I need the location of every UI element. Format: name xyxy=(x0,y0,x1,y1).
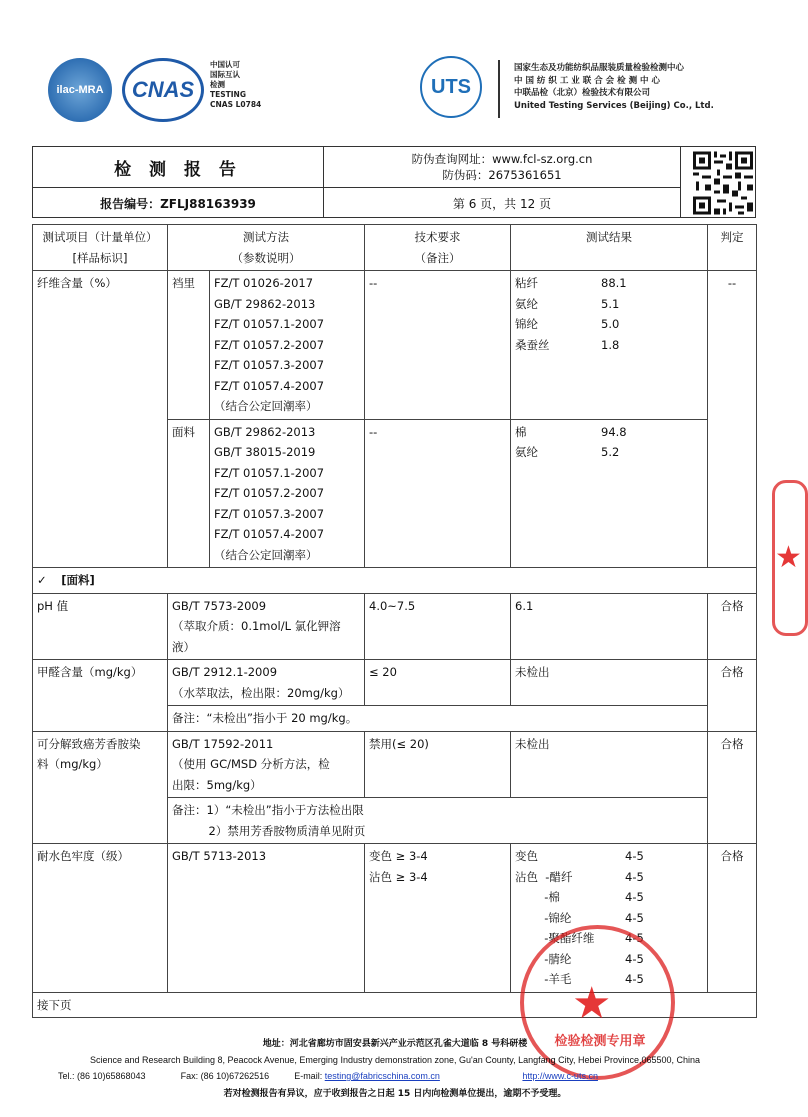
header-method: 测试方法 （参数说明） xyxy=(168,225,365,271)
org-line: United Testing Services (Beijing) Co., Ltd. xyxy=(514,100,714,111)
formaldehyde-item: 甲醛含量（mg/kg） xyxy=(33,660,168,732)
section-row xyxy=(33,568,757,594)
divider xyxy=(498,60,500,118)
table-row xyxy=(33,271,757,420)
table-row xyxy=(33,731,757,798)
ph-result: 6.1 xyxy=(511,593,708,660)
org-line: 中联品检（北京）检验技术有限公司 xyxy=(514,88,651,98)
header-item: 测试项目（计量单位） [样品标识] xyxy=(33,225,168,271)
water-requirement: 变色 ≥ 3-4 沾色 ≥ 3-4 xyxy=(365,844,511,993)
result-line: 沾色 -醋纤 4-5 xyxy=(515,869,644,884)
footer-objection-note: 若对检测报告有异议，应于收到报告之日起 15 日内向检测单位提出，逾期不予受理。 xyxy=(223,1089,567,1099)
result-line: -锦纶 4-5 xyxy=(515,910,644,925)
azo-result: 未检出 xyxy=(511,731,708,798)
fiber-judge: -- xyxy=(708,271,757,568)
uts-logo: UTS xyxy=(420,56,482,118)
email-link[interactable]: testing@fabricschina.com.cn xyxy=(324,1071,440,1081)
header-result: 测试结果 xyxy=(511,225,708,271)
verify-site: 防伪查询网址：www.fcl-sz.org.cn xyxy=(411,152,593,166)
ph-item: pH 值 xyxy=(33,593,168,660)
website-link[interactable]: http://www.c-uts.cn xyxy=(522,1071,598,1081)
org-line: 国家生态及功能纺织品服装质量检验检测中心 xyxy=(514,63,685,73)
continued-label: 接下页 xyxy=(33,992,757,1018)
lining-requirement: -- xyxy=(365,271,511,420)
report-header-box xyxy=(32,146,756,218)
formaldehyde-requirement: ≤ 20 xyxy=(365,660,511,706)
result-line: 氨纶 5.2 xyxy=(515,445,620,459)
verify-code: 防伪码：2675361651 xyxy=(442,168,562,182)
result-line: 棉 94.8 xyxy=(515,424,627,439)
star-icon: ★ xyxy=(572,978,612,1029)
water-method: GB/T 5713-2013 xyxy=(168,844,365,993)
cnas-logo: CNAS xyxy=(122,58,204,122)
cnas-line: TESTING xyxy=(210,90,246,99)
cnas-accreditation-text xyxy=(210,60,261,110)
table-header-row xyxy=(33,225,757,271)
water-item: 耐水色牢度（级） xyxy=(33,844,168,993)
section-name: [面料] xyxy=(61,573,95,587)
result-line: 粘纤 88.1 xyxy=(515,276,627,290)
result-line: 变色 4-5 xyxy=(515,849,644,863)
formaldehyde-result: 未检出 xyxy=(511,660,708,706)
ilac-mra-logo: ilac-MRA xyxy=(48,58,112,122)
cnas-line: 国际互认 xyxy=(210,70,240,79)
org-line: 中 国 纺 织 工 业 联 合 会 检 测 中 心 xyxy=(514,75,661,86)
seal-text: 检验检测专用章 xyxy=(554,1034,646,1049)
formaldehyde-note: 备注：“未检出”指小于 20 mg/kg。 xyxy=(168,706,708,732)
fabric-results xyxy=(511,419,708,568)
table-row xyxy=(33,660,757,706)
report-title: 检 测 报 告 xyxy=(114,159,242,180)
result-line: 桑蚕丝 1.8 xyxy=(515,337,620,352)
azo-method: GB/T 17592-2011 （使用 GC/MSD 分析方法，检 出限：5mg/kg） xyxy=(168,731,365,798)
footer-fax: Fax: (86 10)67262516 xyxy=(180,1071,270,1081)
azo-judge: 合格 xyxy=(708,731,757,844)
formaldehyde-method: GB/T 2912.1-2009 （水萃取法，检出限：20mg/kg） xyxy=(168,660,365,706)
table-row xyxy=(33,593,757,660)
footer-email-label: E-mail: xyxy=(294,1071,325,1081)
header-requirement: 技术要求 （备注） xyxy=(365,225,511,271)
section-label xyxy=(33,568,757,594)
result-line: 氨纶 5.1 xyxy=(515,296,620,311)
footer-contact xyxy=(58,1071,598,1081)
fabric-methods: GB/T 29862-2013 GB/T 38015-2019 FZ/T 01057.1-2007 FZ/T 01057.2-2007 FZ/T 01057.3-2007 FZ/T 01057.4-2007 （结合公定回潮率） xyxy=(210,419,365,568)
report-number: 报告编号：ZFLJ88163939 xyxy=(100,196,256,211)
footer-address-cn: 地址：河北省廊坊市固安县新兴产业示范区孔雀大道临 8 号科研楼 xyxy=(262,1039,528,1049)
ph-requirement: 4.0~7.5 xyxy=(365,593,511,660)
footer-address-en: Science and Research Building 8, Peacock Avenue, Emerging Industry demonstration zone, Gu'an County, Langfang City, Hebei Province,065500, China xyxy=(89,1055,701,1065)
lining-methods: FZ/T 01026-2017 GB/T 29862-2013 FZ/T 01057.1-2007 FZ/T 01057.2-2007 FZ/T 01057.3-2007 FZ/T 01057.4-2007 （结合公定回潮率） xyxy=(210,271,365,420)
azo-requirement: 禁用(≤ 20) xyxy=(365,731,511,798)
azo-note: 备注：1）“未检出”指小于方法检出限 2）禁用芳香胺物质清单见附页 xyxy=(168,798,708,844)
results-table xyxy=(32,224,757,1018)
cnas-line: 中国认可 xyxy=(210,60,240,69)
lining-label: 裆里 xyxy=(168,271,210,420)
org-names xyxy=(514,62,714,112)
page-indicator: 第 6 页，共 12 页 xyxy=(452,196,552,211)
result-line: -腈纶 4-5 xyxy=(515,951,644,966)
result-line: -羊毛 4-5 xyxy=(515,972,644,986)
header-judge: 判定 xyxy=(708,225,757,271)
fiber-item: 纤维含量（%） xyxy=(33,271,168,568)
result-line: 锦纶 5.0 xyxy=(515,317,620,331)
fabric-requirement: -- xyxy=(365,419,511,568)
footer-tel: Tel.: (86 10)65868043 xyxy=(58,1071,146,1081)
check-icon: ✓ xyxy=(37,573,47,587)
star-icon: ★ xyxy=(775,540,802,575)
result-line: -棉 4-5 xyxy=(515,890,644,904)
result-line: -聚酯纤维 4-5 xyxy=(515,931,644,945)
azo-item: 可分解致癌芳香胺染 料（mg/kg） xyxy=(33,731,168,844)
ph-method: GB/T 7573-2009 （萃取介质：0.1mol/L 氯化钾溶 液） xyxy=(168,593,365,660)
formaldehyde-judge: 合格 xyxy=(708,660,757,732)
fabric-label: 面料 xyxy=(168,419,210,568)
cnas-line: CNAS L0784 xyxy=(210,100,262,109)
qr-code-icon[interactable] xyxy=(693,151,753,215)
ph-judge: 合格 xyxy=(708,593,757,660)
water-judge: 合格 xyxy=(708,844,757,993)
lining-results xyxy=(511,271,708,420)
verify-info xyxy=(324,151,680,187)
cnas-line: 检测 xyxy=(210,80,225,89)
